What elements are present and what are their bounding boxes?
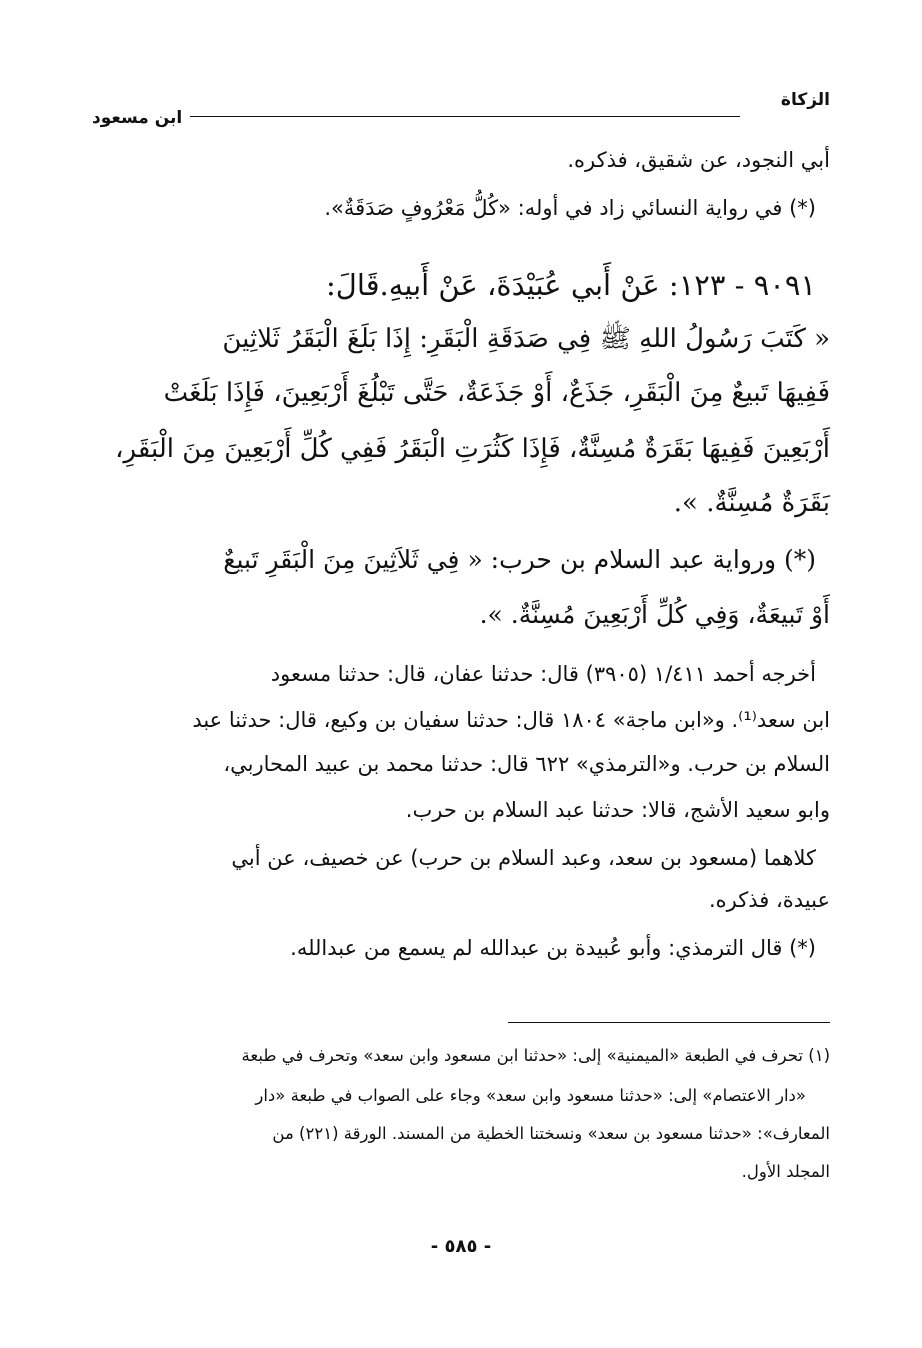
footnote-line: المجلد الأول. [741,1162,830,1181]
note-line: (*) في رواية النسائي زاد في أوله: «كُلُّ مَعْرُوفٍ صَدَقَةٌ». [324,196,816,220]
variant-line: أَوْ تَبيعَةٌ، وَفِي كُلِّ أَرْبَعِينَ مُسِنَّةٌ. ». [479,600,830,629]
takhrij-line: وابو سعيد الأشج، قالا: حدثنا عبد السلام بن حرب. [405,798,830,822]
header-section-title: الزكاة [780,90,830,110]
takhrij-line: أخرجه أحمد ١/٤١١ (٣٩٠٥) قال: حدثنا عفان، قال: حدثنا مسعود [270,662,816,686]
hadith-line: فَفِيهَا تَبيعٌ مِنَ الْبَقَرِ، جَذَعٌ، أَوْ جَذَعَةٌ، حَتَّى تَبْلُغَ أَرْبَعِينَ، فَإِذَا بَلَغَتْ [163,378,830,408]
header-narrator-name: ابن مسعود [92,108,183,128]
note-line: (*) قال الترمذي: وأبو عُبيدة بن عبدالله لم يسمع من عبدالله. [290,936,816,960]
text-line: أبي النجود، عن شقيق، فذكره. [567,148,830,172]
footnote-separator [508,1022,830,1023]
footnote-line: (١) تحرف في الطبعة «الميمنية» إلى: «حدثنا ابن مسعود وابن سعد» وتحرف في طبعة [241,1046,830,1065]
hadith-line: « كَتَبَ رَسُولُ اللهِ ﷺ فِي صَدَقَةِ الْبَقَرِ: إِذَا بَلَغَ الْبَقَرُ ثَلاثِينَ [222,324,830,354]
takhrij-line: السلام بن حرب. و«الترمذي» ٦٢٢ قال: حدثنا محمد بن عبيد المحاربي، [223,752,830,776]
hadith-line: أَرْبَعِينَ فَفِيهَا بَقَرَةٌ مُسِنَّةٌ، فَإِذَا كَثُرَتِ الْبَقَرُ فَفِي كُلِّ أَرْبَعِينَ مِنَ الْبَقَرِ، [115,434,830,464]
hadith-heading: ٩٠٩١ - ١٢٣: عَنْ أَبي عُبَيْدَةَ، عَنْ أَبيهِ.قَالَ: [326,268,816,302]
footnote-line: المعارف»: «حدثنا مسعود بن سعد» ونسختنا الخطية من المسند. الورقة (٢٢١) من [272,1124,830,1143]
page-number: - ٥٨٥ - [430,1236,492,1257]
variant-line: (*) ورواية عبد السلام بن حرب: « فِي ثَلاَثِينَ مِنَ الْبَقَرِ تَبيعٌ [223,545,816,574]
takhrij-line: ابن سعد⁽¹⁾. و«ابن ماجة» ١٨٠٤ قال: حدثنا سفيان بن وكيع، قال: حدثنا عبد [192,708,830,732]
hadith-line: بَقَرَةٌ مُسِنَّةٌ. ». [673,488,830,518]
footnote-line: «دار الاعتصام» إلى: «حدثنا مسعود وابن سعد» وجاء على الصواب في طبعة «دار [255,1086,806,1105]
chain-line: كلاهما (مسعود بن سعد، وعبد السلام بن حرب) عن خصيف، عن أبي [231,846,816,870]
chain-line: عبيدة، فذكره. [708,888,830,912]
header-rule [190,116,740,117]
